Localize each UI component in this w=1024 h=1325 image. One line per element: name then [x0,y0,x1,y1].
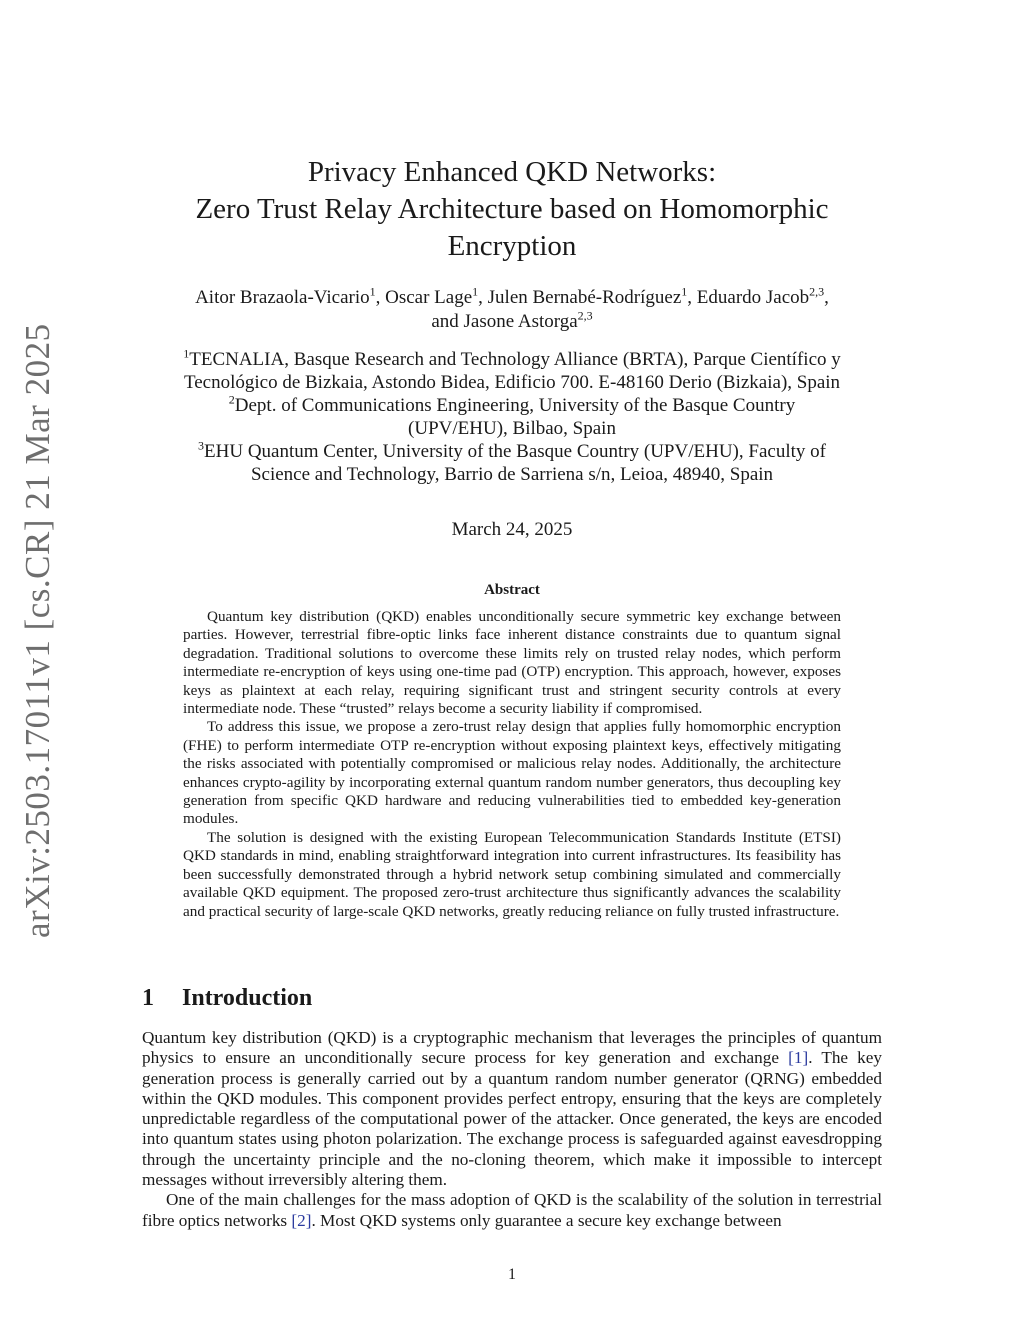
author: Julen Bernabé-Rodríguez$^1$, [487,284,697,308]
section-body [142,1028,882,1231]
affiliations [140,348,884,486]
author: Oscar Lage$^1$, [385,284,488,308]
title-line: Encryption [447,230,577,262]
abstract-paragraph: The solution is designed with the existing European Telecommunication Standards Institute (ETSI) QKD standards in mind, enabling straightforward integration into current infrastructures. Its feasibility has been successfully demonstrated through a hybrid network setup combining simulated and commercially available QKD equipment. The proposed zero-trust architecture thus significantly advances the scalability and practical security of large-scale QKD networks, greatly reducing reliance on fully trusted infrastructure. [183,828,841,920]
page-number: 1 [508,1266,516,1283]
body-paragraph: One of the main challenges for the mass adoption of QKD is the scalability of the solution in terrestrial fibre optics networks [2]. Most QKD systems only guarantee a secure key exchange between [142,1190,882,1230]
title-line: Zero Trust Relay Architecture based on Homomorphic [195,193,829,225]
abstract-paragraph: Quantum key distribution (QKD) enables unconditionally secure symmetric key exchange between parties. However, terrestrial fibre-optic links face inherent distance constraints due to quantum signal degradation. Traditional solutions to overcome these limits rely on trusted relay nodes, which perform intermediate re-encryption of keys using one-time pad (OTP) encryption. This approach, however, exposes keys as plaintext at each relay, requiring significant trust and stringent security controls at every intermediate node. These “trusted” relays become a security liability if compromised. [183,608,841,718]
author: and Jasone Astorga$^{2,3}$ [431,308,593,332]
section-number: 1 [142,985,154,1011]
section-heading [142,985,312,1012]
author: Eduardo Jacob$^{2,3}$, [696,284,829,308]
abstract-heading: Abstract [484,582,540,598]
citation-link[interactable]: [2] [291,1210,312,1230]
body-paragraph: Quantum key distribution (QKD) is a cryptographic mechanism that leverages the principles of quantum physics to ensure an unconditionally secure process for key generation and exchange [1]. The key generation process is generally carried out by a quantum random number generator (QRNG) embedded within the QKD modules. This component provides perfect entropy, ensuring that the keys are completely unpredictable regardless of the computational power of the attacker. Once generated, the keys are encoded into quantum states using photon polarization. The exchange process is safeguarded against eavesdropping through the uncertainty principle and the no-cloning theorem, which make it impossible to intercept messages without irreversibly altering them. [142,1028,882,1190]
paper-title [140,154,884,265]
affiliation: $^2$Dept. of Communications Engineering, University of the Basque Country (UPV/EHU), Bilbao, Spain [228,392,796,439]
abstract-body [183,608,841,921]
title-line: Privacy Enhanced QKD Networks: [307,156,717,188]
publication-date: March 24, 2025 [451,519,573,540]
author-list [140,286,884,334]
abstract-paragraph: To address this issue, we propose a zero-trust relay design that applies fully homomorphic encryption (FHE) to perform intermediate OTP re-encryption without exposing plaintext keys, effectively mitigating the risks associated with potentially compromised or malicious relay nodes. Additionally, the architecture enhances crypto-agility by incorporating external quantum random number generators, thus decoupling key generation from specific QKD hardware and reducing vulnerabilities tied to embedded key-generation modules. [183,718,841,828]
section-title: Introduction [182,985,313,1011]
affiliation: $^3$EHU Quantum Center, University of the Basque Country (UPV/EHU), Faculty of Science and Technology, Barrio de Sarriena s/n, Leioa, 48940, Spain [198,438,826,485]
arxiv-identifier: arXiv:2503.17011v1 [cs.CR] 21 Mar 2025 [18,323,57,938]
author: Aitor Brazaola-Vicario$^1$, [195,284,386,308]
citation-link[interactable]: [1] [788,1048,809,1068]
affiliation: $^1$TECNALIA, Basque Research and Technology Alliance (BRTA), Parque Científico y Tecnológico de Bizkaia, Astondo Bidea, Edificio 700. E-48160 Derio (Bizkaia), Spain [183,346,841,393]
